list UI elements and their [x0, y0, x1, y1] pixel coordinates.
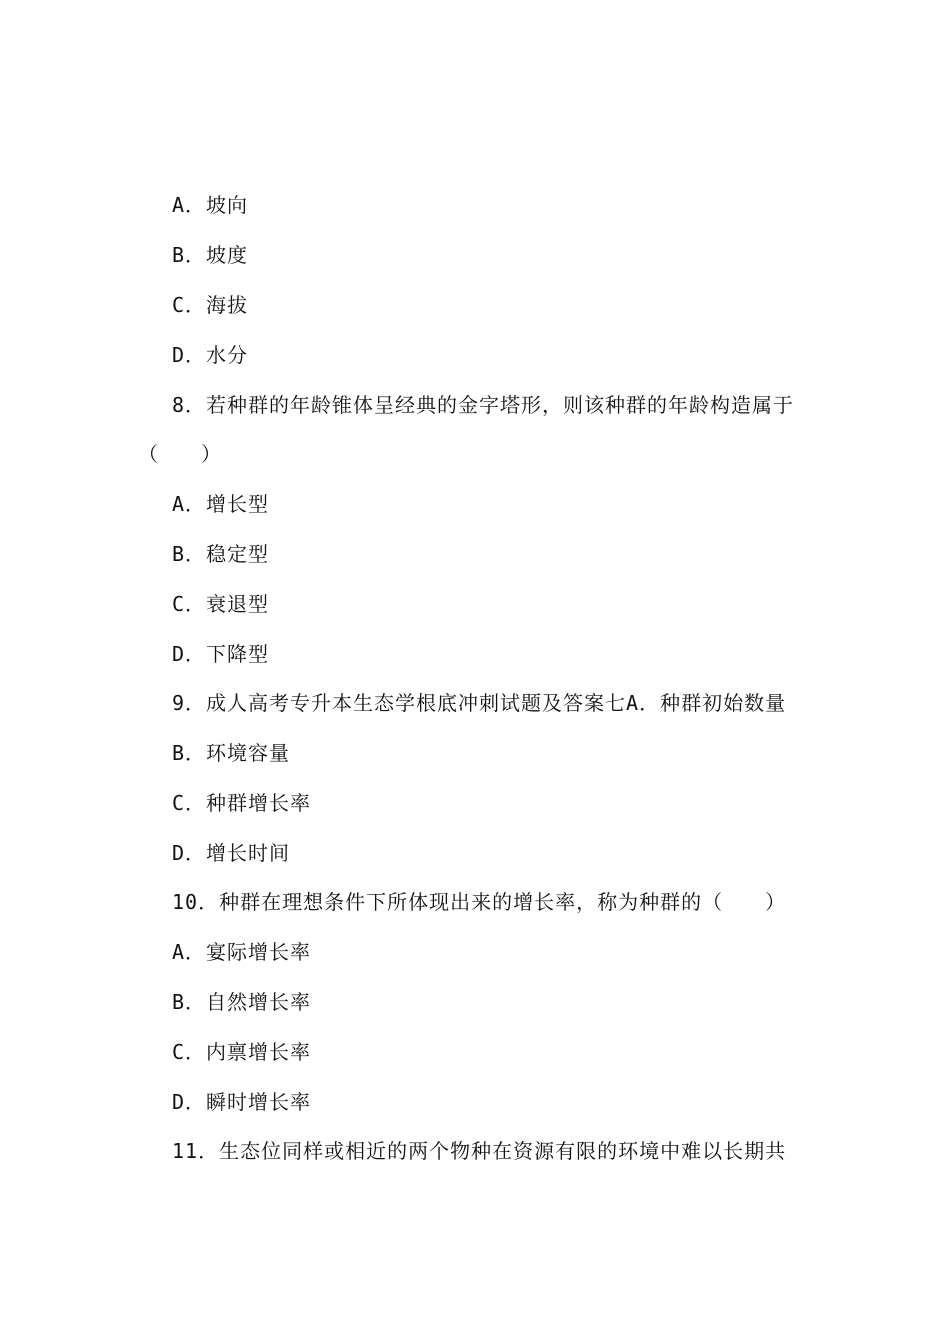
question-line: 9．成人高考专升本生态学根底冲刺试题及答案七A．种群初始数量 — [172, 691, 787, 715]
option-line: C．种群增长率 — [172, 791, 312, 815]
question-continuation: （ ） — [138, 442, 222, 466]
question-line: 11．生态位同样或相近的两个物种在资源有限的环境中难以长期共 — [172, 1139, 787, 1163]
option-line: D．瞬时增长率 — [172, 1090, 312, 1114]
option-line: C．内禀增长率 — [172, 1040, 312, 1064]
question-line: 8．若种群的年龄锥体呈经典的金字塔形，则该种群的年龄构造属于 — [172, 393, 795, 417]
option-line: D．水分 — [172, 343, 249, 367]
option-line: B．坡度 — [172, 243, 249, 267]
option-line: A．宴际增长率 — [172, 940, 312, 964]
option-line: B．环境容量 — [172, 741, 291, 765]
option-line: C．海拔 — [172, 293, 249, 317]
option-line: B．稳定型 — [172, 542, 270, 566]
option-line: A．坡向 — [172, 193, 249, 217]
option-line: C．衰退型 — [172, 592, 270, 616]
option-line: D．增长时间 — [172, 841, 291, 865]
question-line: 10．种群在理想条件下所体现出来的增长率，称为种群的（ ） — [172, 890, 787, 914]
option-line: B．自然增长率 — [172, 990, 312, 1014]
option-line: D．下降型 — [172, 642, 270, 666]
option-line: A．增长型 — [172, 492, 270, 516]
